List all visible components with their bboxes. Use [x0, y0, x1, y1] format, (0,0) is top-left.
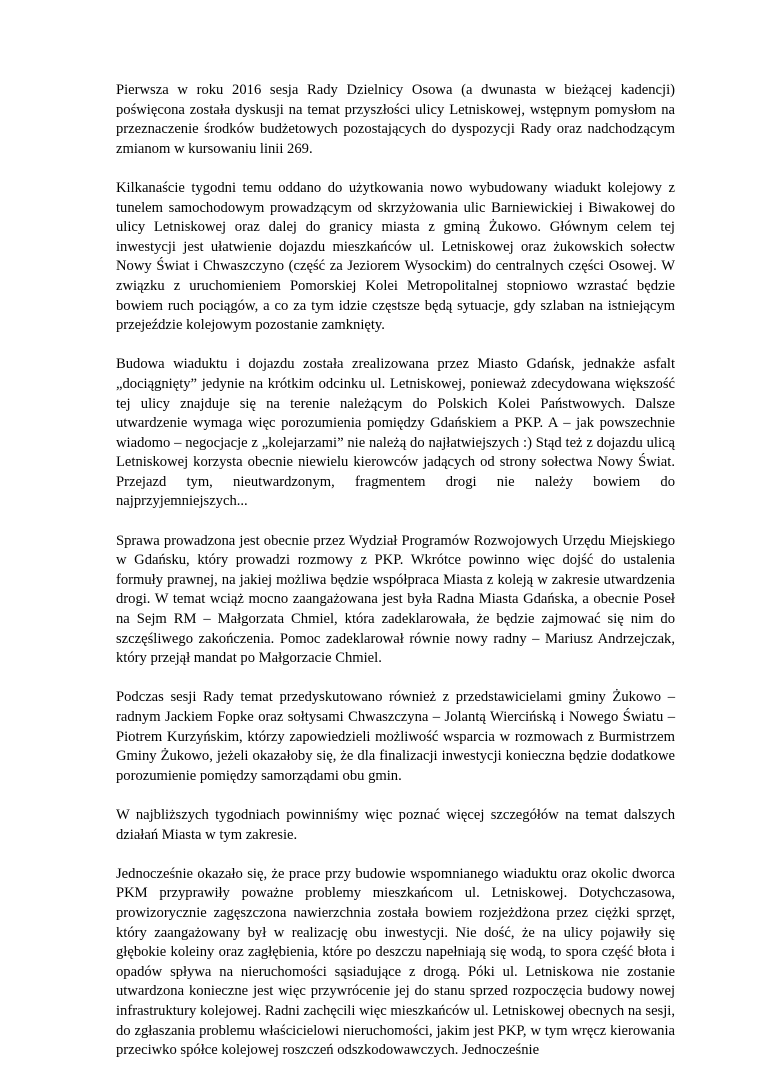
paragraph-3: Budowa wiaduktu i dojazdu została zrealizowana przez Miasto Gdańsk, jednakże asfalt „dociągnięty” jedynie na krótkim odcinku ul. Letniskowej, ponieważ zdecydowana większość tej ulicy znajduje się na terenie należącym do Polskich Kolei Państwowych. Dalsze utwardzenie wymaga więc porozumienia pomiędzy Gdańskiem a PKP. A – jak powszechnie wiadomo – negocjacje z „kolejarzami” nie należą do najłatwiejszych :) Stąd też z dojazdu ulicą Letniskowej korzysta obecnie niewielu kierowców jadących od strony sołectwa Nowy Świat. Przejazd tym, nieutwardzonym, fragmentem drogi nie należy bowiem do najprzyjemniejszych... — [116, 356, 675, 510]
paragraph-5: Podczas sesji Rady temat przedyskutowano również z przedstawicielami gminy Żukowo – radnym Jackiem Fopke oraz sołtysami Chwaszczyna – Jolantą Wiercińską i Nowego Światu – Piotrem Kurzyńskim, którzy zapowiedzieli możliwość wsparcia w rozmowach z Burmistrzem Gminy Żukowo, jeżeli okazałoby się, że dla finalizacji inwestycji konieczna będzie dodatkowe porozumienie pomiędzy samorządami obu gmin. — [116, 689, 675, 784]
paragraph-6: W najbliższych tygodniach powinniśmy więc poznać więcej szczegółów na temat dalszych działań Miasta w tym zakresie. — [116, 806, 675, 843]
paragraph-2: Kilkanaście tygodni temu oddano do użytkowania nowo wybudowany wiadukt kolejowy z tunelem samochodowym prowadzącym od skrzyżowania ulic Barniewickiej i Biwakowej do ulicy Letniskowej oraz dalej do granicy miasta z gminą Żukowo. Głównym celem tej inwestycji jest ułatwienie dojazdu mieszkańców ul. Letniskowej oraz żukowskich sołectw Nowy Świat i Chwaszczyno (część za Jeziorem Wysockim) do centralnych części Osowej. W związku z uruchomieniem Pomorskiej Kolei Metropolitalnej stopniowo wzrastać będzie bowiem ruch pociągów, a co za tym idzie częstsze będą sytuacje, gdy szlaban na istniejącym przejeździe kolejowym pozostanie zamknięty. — [116, 179, 675, 334]
document-body — [116, 81, 675, 1080]
paragraph-4: Sprawa prowadzona jest obecnie przez Wydział Programów Rozwojowych Urzędu Miejskiego w Gdańsku, który prowadzi rozmowy z PKP. Wkrótce powinno więc dojść do ustalenia formuły prawnej, na jakiej możliwa będzie współpraca Miasta z koleją w zakresie utwardzenia drogi. W temat wciąż mocno zaangażowana jest była Radna Miasta Gdańska, a obecnie Poseł na Sejm RM – Małgorzata Chmiel, która zadeklarowała, że będzie zajmować się nim do szczęśliwego zakończenia. Pomoc zadeklarował równie nowy radny – Mariusz Andrzejczak, który przejął mandat po Małgorzacie Chmiel. — [116, 532, 675, 667]
paragraph-1: Pierwsza w roku 2016 sesja Rady Dzielnicy Osowa (a dwunasta w bieżącej kadencji) poświęcona została dyskusji na temat przyszłości ulicy Letniskowej, wstępnym pomysłom na przeznaczenie środków budżetowych pozostających do dyspozycji Rady oraz nadchodzącym zmianom w kursowaniu linii 269. — [116, 82, 675, 157]
paragraph-7: Jednocześnie okazało się, że prace przy budowie wspomnianego wiaduktu oraz okolic dworca PKM przyprawiły poważne problemy mieszkańcom ul. Letniskowej. Dotychczasowa, prowizorycznie zagęszczona nawierzchnia została bowiem rozjeżdżona przez ciężki sprzęt, który zaangażowany był w realizację obu inwestycji. Nie dość, że na ulicy pojawiły się głębokie koleiny oraz zagłębienia, które po deszczu napełniają się wodą, to spora część błota i opadów spływa na nieruchomości sąsiadujące z drogą. Póki ul. Letniskowa nie zostanie utwardzona konieczne jest więc przywrócenie jej do stanu sprzed rozpoczęcia budowy nowej infrastruktury kolejowej. Radni zachęcili więc mieszkańców ul. Letniskowej obecnych na sesji, do zgłaszania problemu właścicielowi nieruchomości, jakim jest PKP, w tym wręcz kierowania przeciwko spółce kolejowej roszczeń odszkodowawczych. Jednocześnie — [116, 865, 675, 1059]
